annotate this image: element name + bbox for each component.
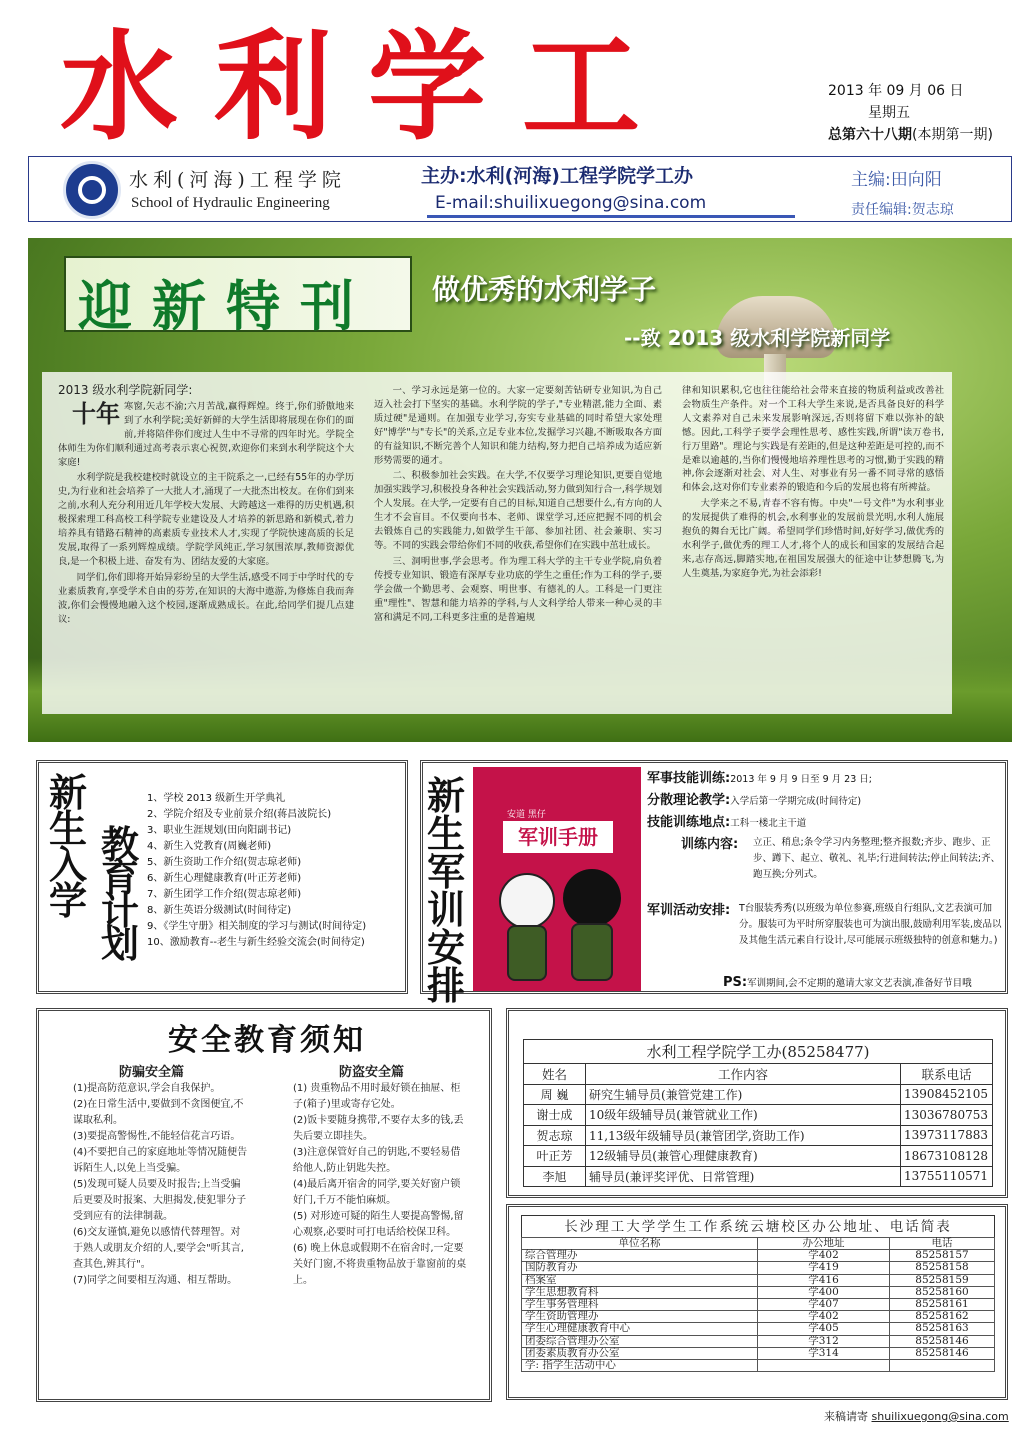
table-row [522, 1359, 995, 1371]
table-row [522, 1262, 995, 1274]
letter-paragraph: 三、洞明世事,学会思考。作为理工科大学的主干专业学院,肩负着传授专业知识、锻造有深厚专业功底的学生之重任;作为工科的学子,要学会做一个勤思考、会观察、明世事、有德礼的人。工科是一门更注重"理性"、智慧和能力培养的学科,与人文科学给人带来一种心灵的丰富和满足不同,工科更多注重的是普遍规 [374, 555, 662, 623]
plan-item: 4、新生入党教育(周巍老师) [147, 841, 272, 852]
plan-item: 6、新生心理健康教育(叶正芳老师) [147, 873, 302, 884]
theft-item: (5) 对形迹可疑的陌生人要提高警惕,留心观察,必要时可打电话给校保卫科。 [293, 1211, 464, 1238]
table-cell: 13755110571 [901, 1166, 993, 1187]
feature-title: 迎新特刊 [78, 275, 374, 338]
table-cell: 叶正芳 [524, 1146, 586, 1167]
theory-row: 分散理论教学:入学后第一学期完成(时间待定) [647, 793, 862, 808]
table-row [524, 1166, 993, 1187]
table-cell: 85258163 [890, 1323, 995, 1335]
submission-footer [824, 1408, 1009, 1424]
theft-item: (6) 晚上休息或假期不在宿舍时,一定要关好门窗,不将贵重物品放于靠窗前的桌上。 [293, 1243, 467, 1286]
sheep-body-icon [507, 925, 547, 981]
issue-number [828, 124, 1008, 146]
table-cell: 85258162 [890, 1311, 995, 1323]
letter-paragraph: 一、学习永远是第一位的。大家一定要刻苦钻研专业知识,为自己迈入社会打下坚实的基础。水利学院的学子,"专业精湛,能力全面、素质过硬"是通则。在加强专业学习,夯实专业基础的同时希望大家处理好"博学"与"专长"的关系,立足专业本位,发掘学习兴趣,不断吸取各方面的有益知识,不断完善个人知识和能力结构,努力把自己培养成为适应新形势需要的通才。 [374, 385, 662, 466]
table-header: 姓名 [524, 1064, 586, 1085]
table-cell: 团委综合管理办公室 [522, 1335, 758, 1347]
table-cell: 13908452105 [901, 1084, 993, 1105]
plan-item: 9、《学生守册》相关制度的学习与测试(时间待定) [147, 921, 367, 932]
table-cell: 学314 [758, 1347, 890, 1359]
theft-item: (2)饭卡要随身携带,不要存太多的钱,丢失后要立即挂失。 [293, 1115, 464, 1142]
table-cell: 10级年级辅导员(兼管就业工作) [586, 1105, 901, 1126]
feature-subtitle-2: --致 2013 级水利学院新同学 [624, 326, 891, 350]
issue-date: 2013 年 09 月 06 日 [828, 83, 964, 99]
table-cell: 学407 [758, 1298, 890, 1310]
table-cell: 学416 [758, 1274, 890, 1286]
letter-paragraph: 大学来之不易,青春不容有悔。中央"一号文件"为水利事业的发展提供了难得的机会,水利事业的发展前景光明,水利人施展抱负的舞台无比广阔。希望同学们珍惜时间,好好学习,做优秀的水利学子,做优秀的理工人才,将个人的成长和国家的发展结合起来,志存高远,脚踏实地,在祖国发展强大的征途中让梦想腾飞,为人生奠基,为家庭争光,为社会添彩! [682, 498, 944, 579]
table-row [524, 1084, 993, 1105]
fraud-item: (4)不要把自己的家庭地址等情况随便告诉陌生人,以免上当受骗。 [73, 1147, 248, 1174]
ps-row: PS:军训期间,会不定期的邀请大家文艺表演,准备好节目哦 [723, 975, 972, 990]
theft-item: (1) 贵重物品不用时最好锁在抽屉、柜子(箱子)里或寄存它处。 [293, 1083, 461, 1110]
theft-heading: 防盗安全篇 [339, 1065, 405, 1080]
school-logo-icon [63, 161, 121, 219]
plan-list [147, 791, 366, 951]
letter-column-1 [58, 384, 354, 628]
fraud-heading: 防骗安全篇 [119, 1065, 185, 1080]
table-cell: 李旭 [524, 1166, 586, 1187]
feature-title-box [64, 256, 412, 338]
table-cell: 85258158 [890, 1262, 995, 1274]
letter-paragraph: 水利学院是我校建校时就设立的主干院系之一,已经有55年的办学历史,为行业和社会培养了一大批人才,涌现了一大批杰出校友。在你们到来之前,水利人充分利用近几年学校大发展、大跨越这一难得的历史机遇,积极探索理工科高校工科学院专业建设及人才培养的新思路和新模式,着力培养具有错路石精神的高素质专业技术人才,实现了学院快速高质的长足发展,取得了一系列辉煌成绩。学院学风纯正,学习氛围浓厚,教师资源优良,是一个积极上进、奋发有为、团结友爱的大家庭。 [58, 472, 354, 567]
cover-subtitle: 安道 黑仔 [507, 810, 546, 820]
letter-column-3 [682, 384, 944, 583]
table-cell: 85258159 [890, 1274, 995, 1286]
safety-notice-box [36, 1008, 492, 1402]
table-row [524, 1105, 993, 1126]
table-header: 办公地址 [758, 1238, 890, 1250]
table-header: 工作内容 [586, 1064, 901, 1085]
letter-dropcap: 十年 [72, 399, 120, 428]
campus-contact-title: 长沙理工大学学生工作系统云塘校区办公地址、电话简表 [521, 1215, 995, 1237]
issue-info [828, 80, 1008, 146]
table-header: 联系电话 [901, 1064, 993, 1085]
fraud-item: (7)同学之间要相互沟通、相互帮助。 [73, 1275, 238, 1286]
safety-title: 安全教育须知 [168, 1023, 366, 1058]
table-cell: 学生事务管理科 [522, 1298, 758, 1310]
responsible-editor: 责任编辑:贺志琼 [851, 202, 954, 218]
fraud-item: (2)在日常生活中,要做到不贪图便宜,不谋取私利。 [73, 1099, 244, 1126]
military-title: 新生军训安排 [427, 774, 466, 1008]
drill-label: 训练内容: [681, 837, 739, 852]
table-cell: 学405 [758, 1323, 890, 1335]
activity-content: T台服装秀秀(以班级为单位参赛,班级自行组队,文艺表演可加分。服装可为平时所穿服装也可为演出服,鼓励利用军装,废品以及其他生活元素自行设计,尽可能展示班级独特的创意和魅力。) [739, 903, 1002, 946]
table-header-row [522, 1238, 995, 1250]
table-row [522, 1323, 995, 1335]
table-cell: 85258146 [890, 1347, 995, 1359]
table-cell: 85258161 [890, 1298, 995, 1310]
footer-email-link[interactable]: shuilixuegong@sina.com [871, 1410, 1009, 1423]
table-cell: 12级辅导员(兼管心理健康教育) [586, 1146, 901, 1167]
plan-item: 1、学校 2013 级新生开学典礼 [147, 793, 286, 804]
table-cell: 贺志琼 [524, 1125, 586, 1146]
table-cell: 辅导员(兼评奖评优、日常管理) [586, 1166, 901, 1187]
goat-mascot-icon [563, 869, 621, 927]
drill-content: 立正、稍息;条令学习内务整理;整齐报数;齐步、跑步、正步、蹲下、起立、敬礼、礼毕;行进间转法;停止间转法;齐、跑互换;分列式。 [753, 837, 1001, 880]
table-header: 电话 [890, 1238, 995, 1250]
table-cell: 学: 指学生活动中心 [522, 1359, 758, 1371]
plan-item: 8、新生英语分级测试(时间待定) [147, 905, 292, 916]
table-cell: 学生资助管理办 [522, 1311, 758, 1323]
table-row [522, 1347, 995, 1359]
letter-paragraph: 同学们,你们即将开始异彩纷呈的大学生活,感受不同于中学时代的专业素质教育,享受学术自由的芬芳,在知识的大海中遨游,为修炼自我而奔波,你们会慢慢地融入这个校园,逐渐成熟成长。在此,给同学们提几点建议: [58, 571, 354, 625]
letter-paragraph: 二、积极参加社会实践。在大学,不仅要学习理论知识,更要自觉地加强实践学习,积极投身各种社会实践活动,努力做到知行合一,科学规划个人发展。在大学,一定要有自己的目标,知道自己想要什么,有方向的人生才不会盲目。不仅要向书本、老师、课堂学习,还应把握不同的机会去锻炼自己的实践能力,如做学生干部、参加社团、社会兼职、实习等。不同的实践会带给你们不同的收获,希望你们在实践中茁壮成长。 [374, 470, 662, 551]
table-cell: 档案室 [522, 1274, 758, 1286]
table-row [524, 1146, 993, 1167]
issue-main: 总第六十八期 [828, 127, 912, 143]
letter-column-2 [374, 384, 662, 626]
location-row: 技能训练地点:工科一楼北主干道 [647, 815, 807, 830]
table-cell [890, 1359, 995, 1371]
feature-section [28, 238, 1012, 742]
table-row [524, 1125, 993, 1146]
table-cell: 11,13级年级辅导员(兼管团学,资助工作) [586, 1125, 901, 1146]
letter-greeting: 2013 级水利学院新同学: [58, 383, 193, 397]
fraud-item: (5)发现可疑人员要及时报告;上当受骗后更要及时报案、大胆揭发,使犯罪分子受到应有的法律制裁。 [73, 1179, 247, 1222]
military-training-box [420, 760, 1008, 1008]
plan-item: 10、激励教育--老生与新生经验交流会(时间待定) [147, 937, 365, 948]
table-cell: 85258160 [890, 1286, 995, 1298]
table-row [522, 1274, 995, 1286]
fraud-item: (1)提高防范意识,学会自我保护。 [73, 1083, 221, 1094]
table-cell: 13036780753 [901, 1105, 993, 1126]
table-cell: 学生心理健康教育中心 [522, 1323, 758, 1335]
skill-training-row: 军事技能训练:2013 年 9 月 9 日至 9 月 23 日; [647, 771, 872, 786]
cover-title: 军训手册 [503, 821, 613, 853]
table-cell: 学419 [758, 1262, 890, 1274]
sheep-mascot-icon [499, 873, 555, 929]
issue-sub: (本期第一期) [912, 127, 993, 143]
host-organizer: 主办:水利(河海)工程学院学工办 [421, 165, 693, 187]
table-header: 单位名称 [522, 1238, 758, 1250]
training-manual-cover [473, 767, 641, 991]
theft-item: (4)最后离开宿舍的同学,要关好窗户锁好门,千万不能怕麻烦。 [293, 1179, 461, 1206]
contact-email[interactable]: E-mail:shuilixuegong@sina.com [435, 193, 707, 213]
fraud-item: (6)交友谨慎,避免以感情代替理智。对于熟人或朋友介绍的人,要学会"听其言,查其色,辨其行"。 [73, 1227, 244, 1270]
plan-item: 3、职业生涯规划(田向阳副书记) [147, 825, 292, 836]
table-cell: 研究生辅导员(兼管党建工作) [586, 1084, 901, 1105]
table-row [522, 1311, 995, 1323]
school-name-en: School of Hydraulic Engineering [131, 195, 330, 211]
table-row [522, 1250, 995, 1262]
welcome-letter [42, 372, 952, 714]
campus-contact-box [506, 1204, 1008, 1400]
table-cell: 18673108128 [901, 1146, 993, 1167]
theft-list [293, 1081, 469, 1289]
table-cell: 国防教育办 [522, 1262, 758, 1274]
theft-item: (3)注意保管好自己的钥匙,不要轻易借给他人,防止钥匙失控。 [293, 1147, 461, 1174]
table-row [522, 1335, 995, 1347]
office-contact-title: 水利工程学院学工办(85258477) [523, 1039, 993, 1063]
office-contact-box [506, 1008, 1008, 1198]
table-cell: 学402 [758, 1250, 890, 1262]
footer-prefix: 来稿请寄 [824, 1410, 868, 1423]
feature-subtitle: 做优秀的水利学子 [432, 273, 657, 306]
plan-title-b: 教育计划 [101, 823, 140, 966]
table-cell: 团委素质教育办公室 [522, 1347, 758, 1359]
plan-item: 2、学院介绍及专业前景介绍(蒋昌波院长) [147, 809, 332, 820]
letter-paragraph: 律和知识累积,它也往往能给社会带来直接的物质利益或改善社会物质生产条件。对一个工科大学生来说,是否具备良好的科学人文素养对自己未来发展影响深远,否则将留下难以弥补的缺憾。因此,工科学子要学会理性思考、感性实践,所谓"读万卷书,行万里路"。理论与实践是有差距的,但是这种差距是可控的,而不是难以逾越的,当你们慢慢地培养理性思考的习惯,勤于实践的精神,你会逐渐对社会、对人生、对事业有另一番不同寻常的感悟和体会,这对你们专业素养的锻造和今后的发展也将有所裨益。 [682, 385, 944, 494]
table-cell: 85258157 [890, 1250, 995, 1262]
table-cell: 学生思想教育科 [522, 1286, 758, 1298]
enrollment-plan-box [36, 760, 408, 994]
fraud-list [73, 1081, 249, 1289]
activity-label: 军训活动安排: [647, 903, 731, 918]
info-bar [28, 156, 1012, 222]
office-contact-table [523, 1063, 993, 1187]
chief-editor: 主编:田向阳 [851, 170, 942, 190]
fraud-item: (3)要提高警惕性,不能轻信花言巧语。 [73, 1131, 241, 1142]
table-cell: 13973117883 [901, 1125, 993, 1146]
table-cell: 学312 [758, 1335, 890, 1347]
plan-item: 7、新生团学工作介绍(贺志琼老师) [147, 889, 302, 900]
table-row [522, 1298, 995, 1310]
goat-body-icon [571, 923, 613, 981]
issue-weekday: 星期五 [868, 105, 910, 121]
table-row [522, 1286, 995, 1298]
table-cell: 学400 [758, 1286, 890, 1298]
letter-paragraph: 寒窗,矢志不渝;六月苦战,赢得辉煌。终于,你们骄傲地来到了水利学院;美好新鲜的大学生活即将展现在你们的面前,并将陪伴你们度过人生中不寻常的四年时光。学院全体师生为你们顺利通过高考表示衷心祝贺,欢迎你们来到水利学院这个大家庭! [58, 400, 354, 468]
school-name-cn: 水利(河海)工程学院 [129, 169, 346, 191]
email-underline [427, 215, 795, 218]
plan-title-a: 新生入学 [49, 771, 88, 923]
table-cell: 周 巍 [524, 1084, 586, 1105]
table-cell: 谢士成 [524, 1105, 586, 1126]
table-cell [758, 1359, 890, 1371]
newspaper-title: 水利学工 [60, 17, 677, 156]
plan-item: 5、新生资助工作介绍(贺志琼老师) [147, 857, 302, 868]
table-cell: 综合管理办 [522, 1250, 758, 1262]
campus-contact-table [521, 1237, 995, 1372]
table-cell: 85258146 [890, 1335, 995, 1347]
table-cell: 学402 [758, 1311, 890, 1323]
table-header-row [524, 1064, 993, 1085]
